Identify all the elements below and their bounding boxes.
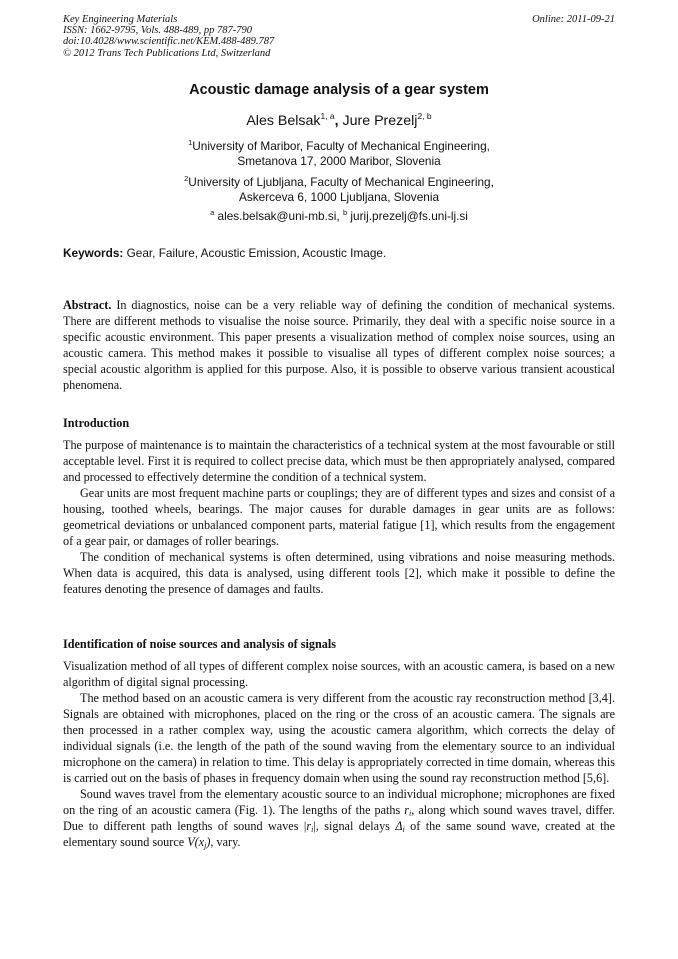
affiliation-1-line2: Smetanova 17, 2000 Maribor, Slovenia [237, 154, 441, 168]
issn-line: ISSN: 1662-9795, Vols. 488-489, pp 787-790 [63, 25, 252, 37]
introduction-paragraph-2: Gear units are most frequent machine parts or couplings; they are of different types and sizes and consist of a housing, toothed wheels, bearings. The major causes for durable damages in gear units are as follows: geometrical deviations or unbalanced component parts, material fatigue [1], which results from the engagement of a gear pair, or damages of roller bearings. [63, 486, 615, 548]
introduction-paragraph-1: The purpose of maintenance is to maintain the characteristics of a technical system at the most favourable or still acceptable level. First it is required to collect precise data, which must be then appropriately analysed, compared and processed to effectively determine the condition of a technical system. [63, 438, 615, 484]
math-r2: r [306, 819, 312, 833]
affiliation-1-line1: University of Maribor, Faculty of Mechanical Engineering, [192, 139, 490, 153]
identification-heading: Identification of noise sources and analysis of signals [63, 637, 337, 651]
author-line [0, 113, 678, 129]
math-delta: Δ [395, 819, 403, 833]
introduction-heading: Introduction [63, 416, 130, 430]
email-line [0, 209, 678, 224]
math-r: r [404, 803, 410, 817]
affiliation-2-sup: 2 [184, 174, 189, 183]
author-1-sup: 1, a [320, 111, 335, 121]
keywords-text: Gear, Failure, Acoustic Emission, Acoustic Image. [123, 246, 387, 260]
abstract-text: In diagnostics, noise can be a very reliable way of defining the condition of mechanical systems. There are different methods to visualise the noise source. Primarily, they deal with a specific noise source in a specific acoustic environment. This paper presents a visualization method of complex noise sources, using an acoustic camera. This method makes it possible to visualise all types of different complex noise sources; a special acoustic algorithm is applied for this purpose. Also, it is possible to observe various transient acoustical phenomena. [63, 298, 615, 392]
math-delta-sub: i [402, 825, 405, 834]
p3-text-e: , vary. [210, 835, 241, 849]
author-1: Ales Belsak [246, 113, 321, 129]
p3-text-c: |, signal delays [313, 819, 396, 833]
doi-line: doi:10.4028/www.scientific.net/KEM.488-489.787 [63, 36, 275, 48]
paper-title: Acoustic damage analysis of a gear system [189, 82, 489, 98]
math-v-close: ) [206, 835, 211, 849]
p3-text-b: , along which sound waves travel, differ. Due to different path lengths of sound waves | [63, 803, 615, 833]
affiliation-2 [0, 175, 678, 205]
email-a-sup: a [210, 208, 215, 217]
email-a: ales.belsak@uni-mb.si, [214, 209, 343, 223]
affiliation-1-sup: 1 [188, 138, 193, 147]
math-r2-sub: i [311, 825, 314, 834]
affiliation-1 [0, 139, 678, 169]
journal-name: Key Engineering Materials [63, 14, 178, 25]
identification-paragraph-1: Visualization method of all types of different complex noise sources, with an acoustic camera, is based on a new algorithm of digital signal processing. [63, 659, 615, 689]
keywords [63, 246, 386, 260]
author-2-sup: 2, b [417, 111, 432, 121]
copyright-line: © 2012 Trans Tech Publications Ltd, Switzerland [63, 47, 271, 59]
keywords-label: Keywords: [63, 246, 124, 260]
p3-text-a: Sound waves travel from the elementary acoustic source to an individual microphone; microphones are fixed on the ring of an acoustic camera (Fig. 1). The lengths of the paths [63, 787, 615, 817]
abstract [63, 297, 615, 393]
p3-text-d: of the same sound wave, created at the elementary sound source [63, 819, 616, 849]
email-b: jurij.prezelj@fs.uni-lj.si [347, 209, 468, 223]
identification-body [63, 658, 615, 850]
math-v-sub: j [204, 841, 207, 850]
math-r-sub: i [409, 809, 412, 818]
affiliation-2-line2: Askerceva 6, 1000 Ljubljana, Slovenia [238, 190, 440, 204]
author-separator: , [334, 113, 343, 129]
email-b-sup: b [342, 208, 348, 217]
introduction-body [63, 437, 615, 597]
author-2: Jure Prezelj [342, 113, 418, 129]
online-date: Online: 2011-09-21 [532, 14, 615, 25]
introduction-paragraph-3: The condition of mechanical systems is often determined, using vibrations and noise measuring methods. When data is acquired, this data is analysed, using different tools [2], which make it possible to define the features denoting the presence of damages and faults. [63, 550, 615, 596]
journal-header [63, 14, 615, 59]
identification-paragraph-3 [63, 786, 615, 850]
identification-paragraph-2: The method based on an acoustic camera is very different from the acoustic ray reconstruction method [3,4]. Signals are obtained with microphones, placed on the ring or the cross of an acoustic camera. The signals are then processed in a rather complex way, using the acoustic camera algorithm, which corrects the delay of individual signals (i.e. the length of the path of the sound waving from the elementary source to an individual microphone on the camera) in relation to time. This delay is appropriately corrected in time domain, whereas this is carried out on the basis of phases in frequency domain when using the sound ray reconstruction method [5,6]. [63, 691, 615, 785]
abstract-label: Abstract. [63, 298, 112, 312]
affiliation-2-line1: University of Ljubljana, Faculty of Mechanical Engineering, [188, 175, 494, 189]
math-v: V(x [187, 835, 205, 849]
